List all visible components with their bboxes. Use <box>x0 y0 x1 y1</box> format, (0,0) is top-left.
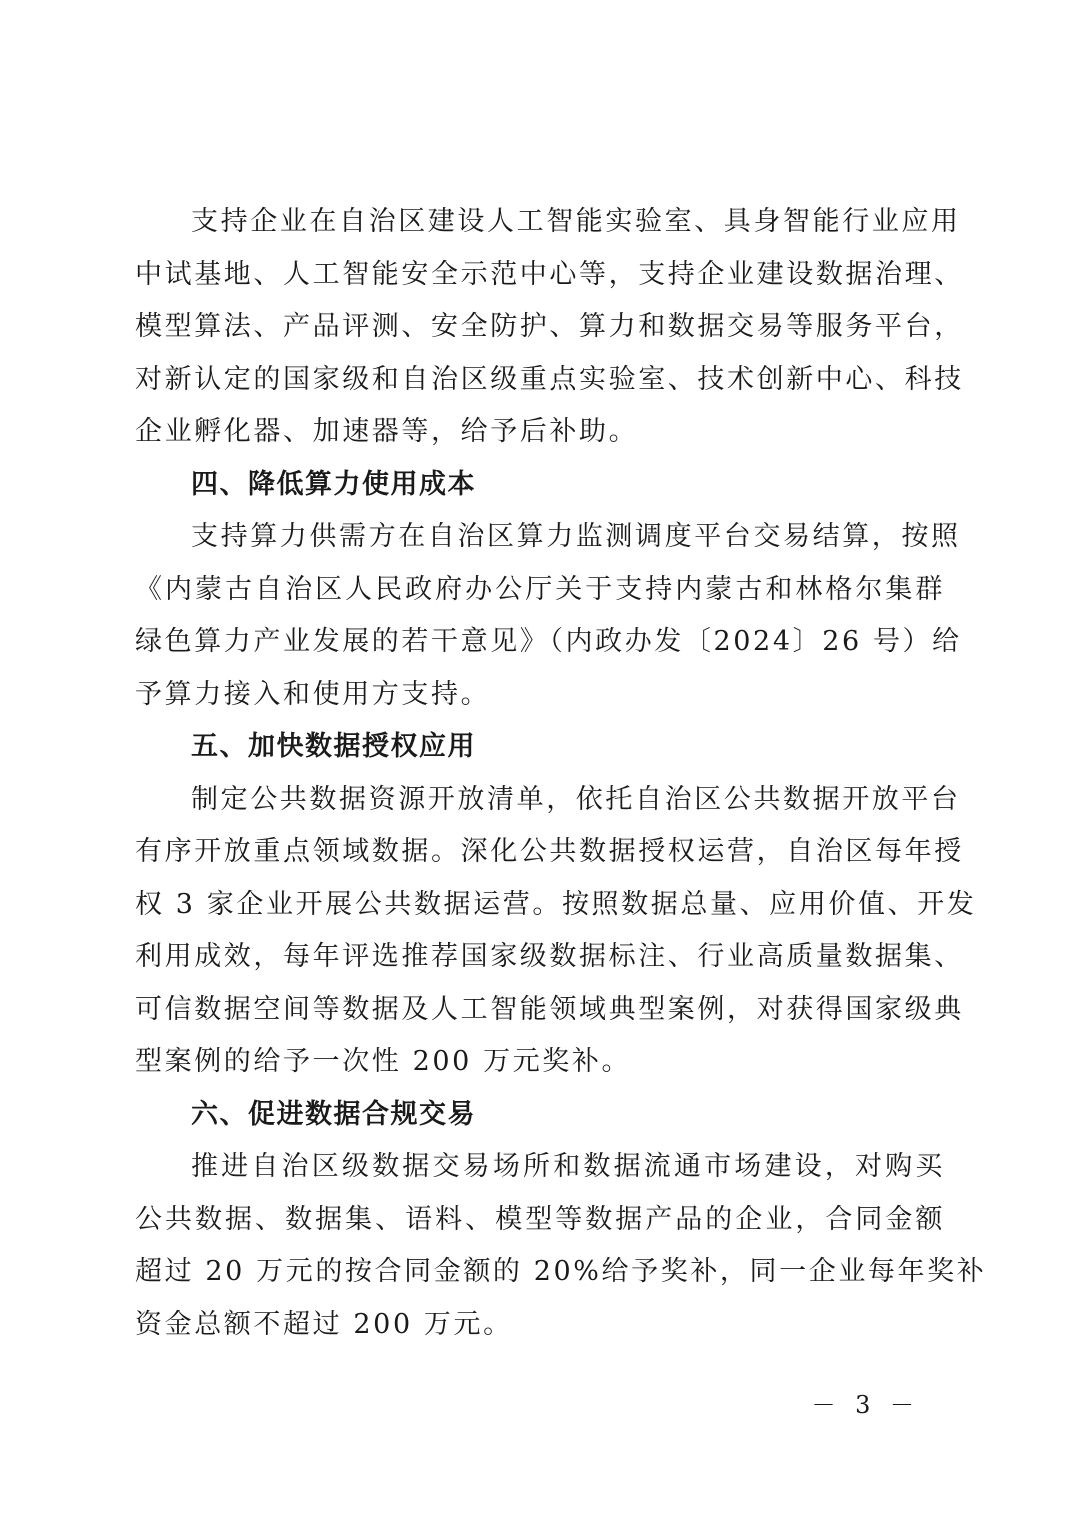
paragraph-line: 超过 20 万元的按合同金额的 20%给予奖补，同一企业每年奖补 <box>135 1256 987 1287</box>
paragraph-line: 予算力接入和使用方支持。 <box>135 678 491 710</box>
section-intro <box>135 196 964 459</box>
paragraph-line: 企业孵化器、加速器等，给予后补助。 <box>135 416 639 447</box>
section-data-trading <box>135 1089 987 1352</box>
section-heading: 四、降低算力使用成本 <box>191 468 476 500</box>
document-body <box>135 196 987 1351</box>
section-data-authorization <box>135 721 977 1089</box>
paragraph-line: 《内蒙古自治区人民政府办公厅关于支持内蒙古和林格尔集群 <box>135 573 945 605</box>
paragraph-line: 制定公共数据资源开放清单，依托自治区公共数据开放平台 <box>191 783 961 815</box>
section-heading: 六、促进数据合规交易 <box>191 1098 476 1130</box>
paragraph-line: 型案例的给予一次性 200 万元奖补。 <box>135 1046 632 1077</box>
section-compute-cost <box>135 459 962 722</box>
paragraph-line: 公共数据、数据集、语料、模型等数据产品的企业，合同金额 <box>135 1203 945 1235</box>
paragraph-line: 推进自治区级数据交易场所和数据流通市场建设，对购买 <box>191 1151 945 1182</box>
section-heading: 五、加快数据授权应用 <box>191 731 476 762</box>
paragraph-line: 权 3 家企业开展公共数据运营。按照数据总量、应用价值、开发 <box>135 888 977 920</box>
paragraph-line: 绿色算力产业发展的若干意见》（内政办发〔2024〕26 号）给 <box>135 626 962 657</box>
paragraph-line: 资金总额不超过 200 万元。 <box>135 1308 513 1340</box>
paragraph-line: 模型算法、产品评测、安全防护、算力和数据交易等服务平台， <box>135 311 964 342</box>
paragraph-line: 支持企业在自治区建设人工智能实验室、具身智能行业应用 <box>191 206 961 237</box>
paragraph-line: 有序开放重点领域数据。深化公共数据授权运营，自治区每年授 <box>135 836 964 867</box>
paragraph-line: 可信数据空间等数据及人工智能领域典型案例，对获得国家级典 <box>135 993 964 1025</box>
paragraph-line: 对新认定的国家级和自治区级重点实验室、技术创新中心、科技 <box>135 363 964 395</box>
paragraph-line: 中试基地、人工智能安全示范中心等，支持企业建设数据治理、 <box>135 258 964 290</box>
page-number: － 3 － <box>811 1391 920 1419</box>
paragraph-line: 利用成效，每年评选推荐国家级数据标注、行业高质量数据集、 <box>135 941 964 972</box>
paragraph-line: 支持算力供需方在自治区算力监测调度平台交易结算，按照 <box>191 521 961 552</box>
